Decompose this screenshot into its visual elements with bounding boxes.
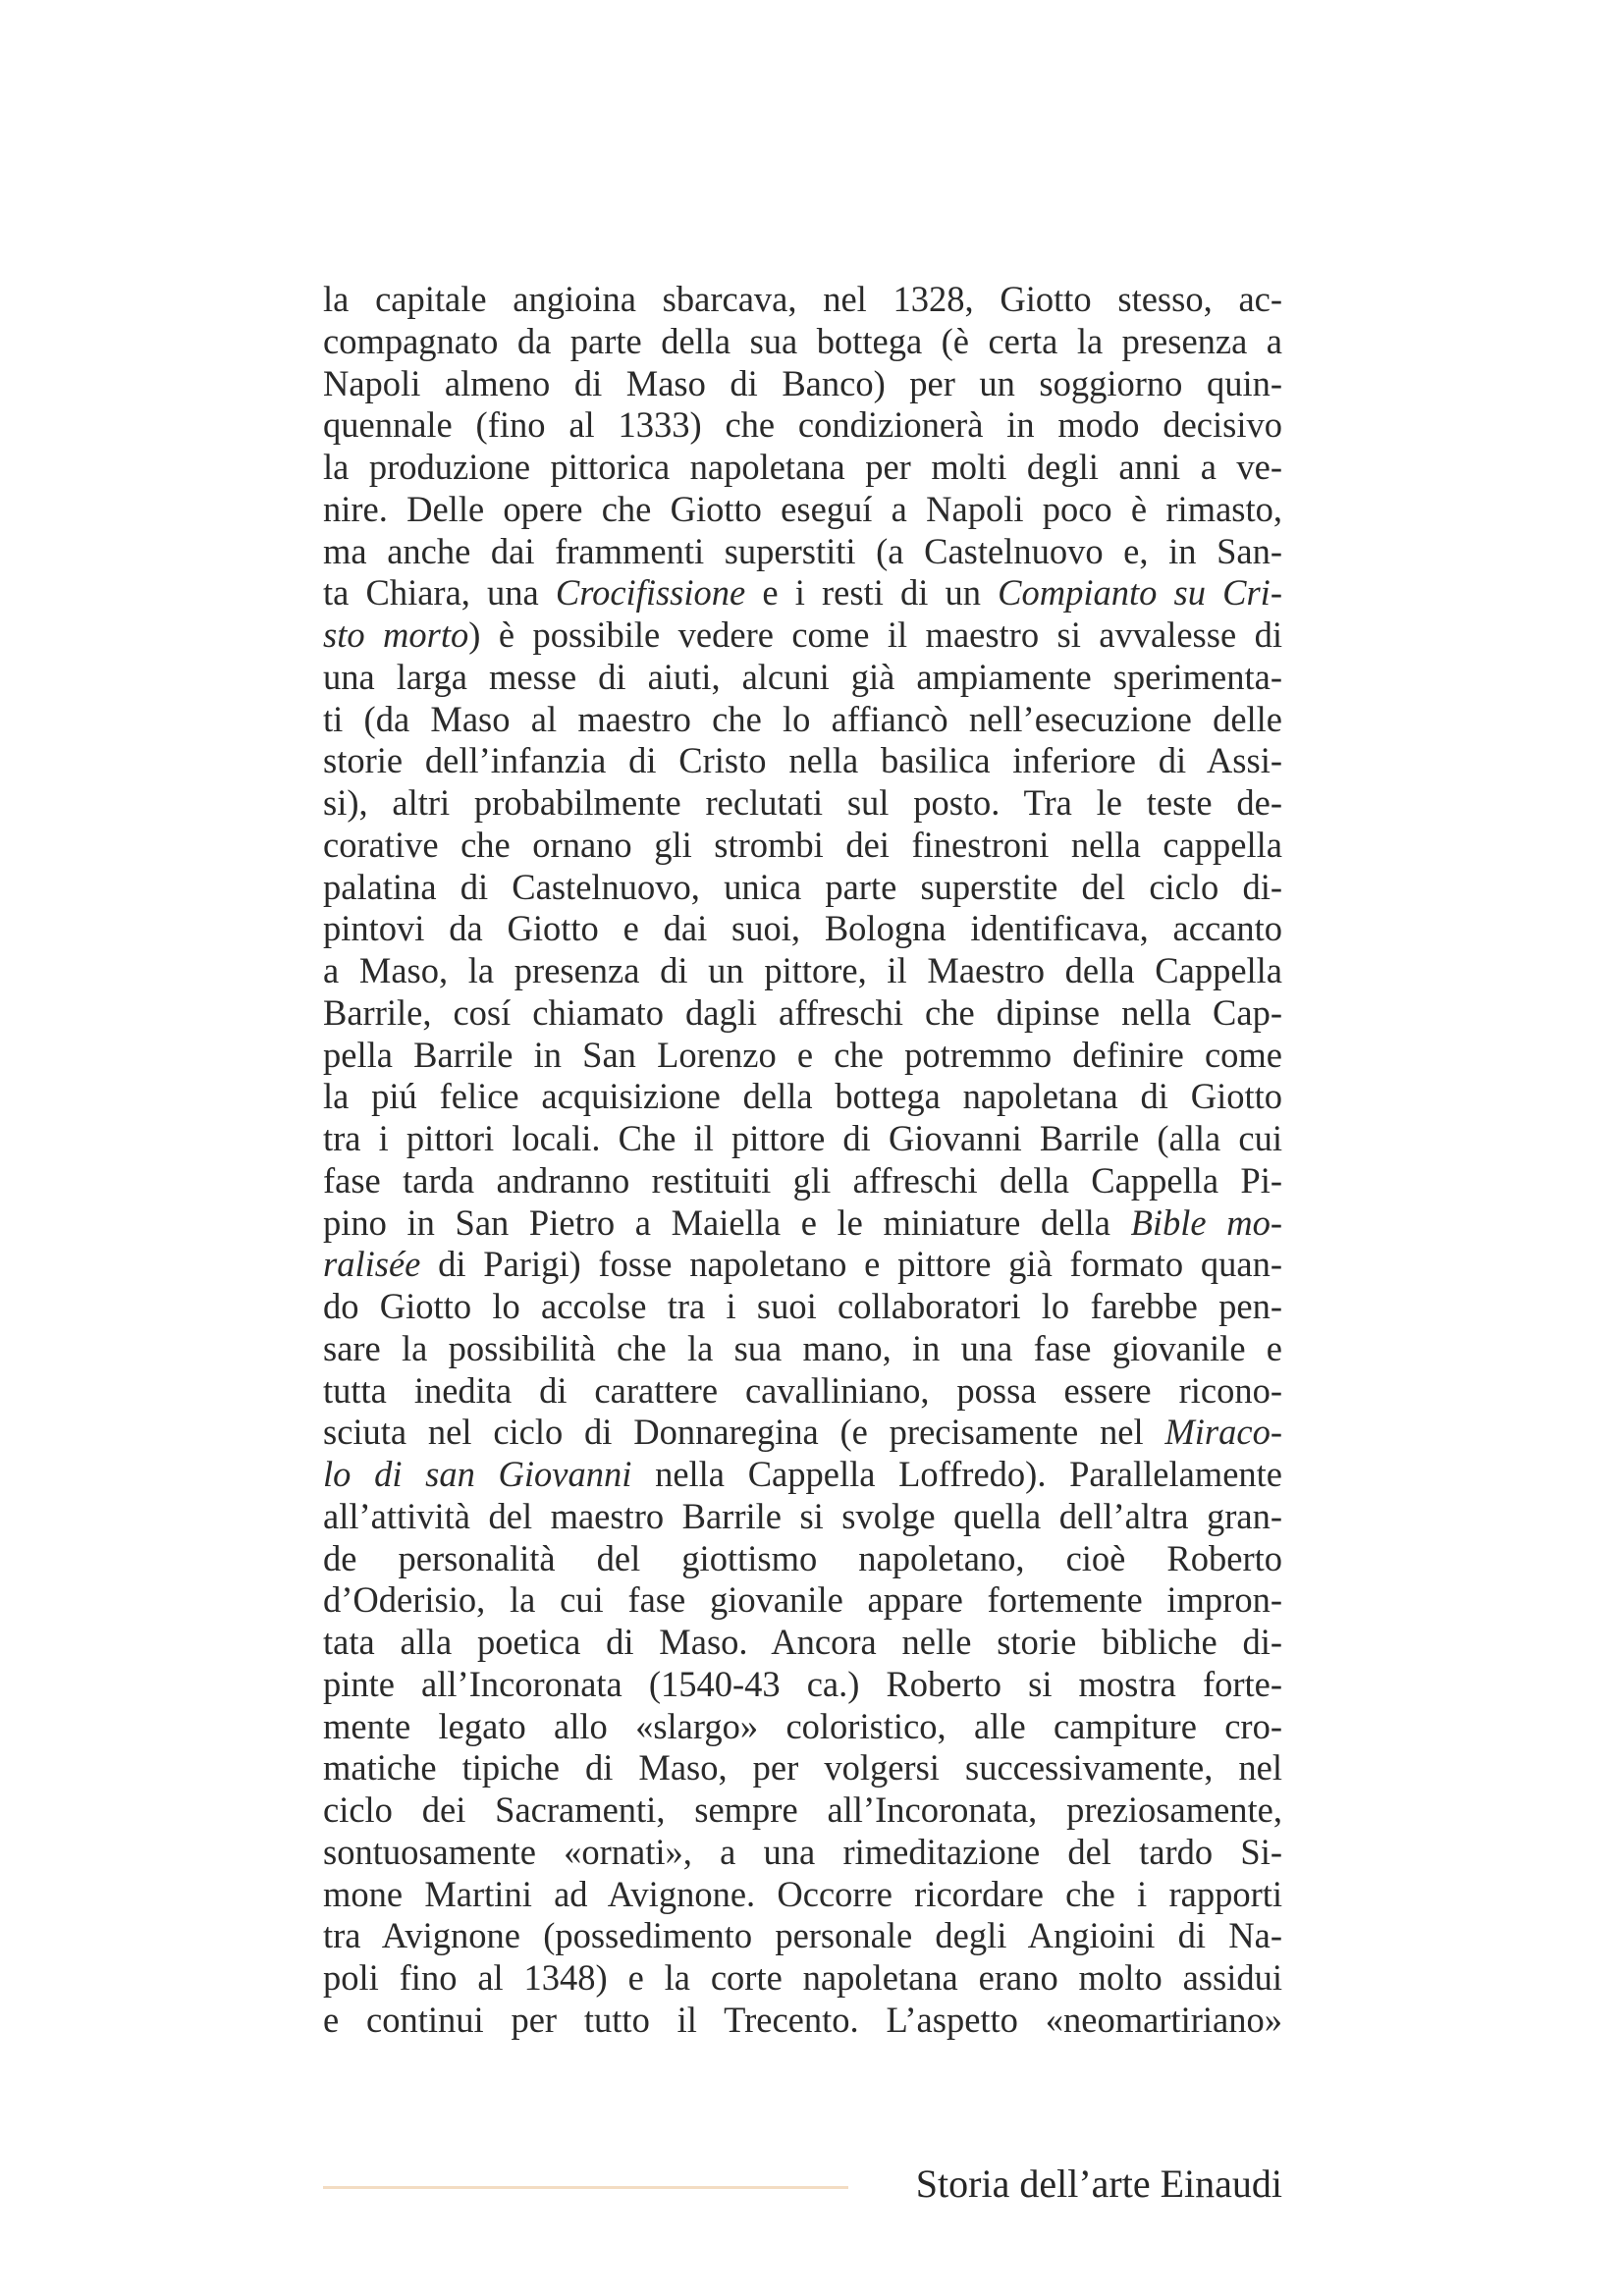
text-line: a Maso, la presenza di un pittore, il Maestro della Cappella: [323, 950, 1282, 990]
italic-title: sto morto: [323, 614, 469, 655]
italic-title: Bible mo-: [1130, 1201, 1282, 1243]
text-segment: e i resti di un: [745, 572, 999, 614]
text-line: nire. Delle opere che Giotto eseguí a Napoli poco è rimasto,: [323, 488, 1282, 529]
text-line: compagnato da parte della sua bottega (è certa la presenza a: [323, 320, 1282, 361]
italic-title: Crocifissione: [555, 572, 746, 614]
text-line: pella Barrile in San Lorenzo e che potremmo definire come: [323, 1034, 1282, 1075]
text-line: [323, 1412, 1282, 1454]
text-segment: ta Chiara, una: [323, 572, 556, 614]
text-line: la piú felice acquisizione della bottega napoletana di Giotto: [323, 1076, 1282, 1117]
text-line: fase tarda andranno restituiti gli affreschi della Cappella Pi-: [323, 1159, 1282, 1201]
text-line: ma anche dai frammenti superstiti (a Castelnuovo e, in San-: [323, 530, 1282, 571]
text-line: tra i pittori locali. Che il pittore di Giovanni Barrile (alla cui: [323, 1118, 1282, 1158]
text-line: [323, 572, 1282, 614]
text-line: una larga messe di aiuti, alcuni già ampiamente sperimenta-: [323, 656, 1282, 697]
italic-title: Compianto su Cri-: [998, 572, 1282, 614]
text-line: [323, 614, 1282, 657]
text-line: [323, 1454, 1282, 1496]
text-line: mente legato allo «slargo» coloristico, alle campiture cro-: [323, 1705, 1282, 1746]
footer-title: Storia dell’arte Einaudi: [915, 2162, 1282, 2206]
text-line: poli fino al 1348) e la corte napoletana erano molto assidui: [323, 1957, 1282, 1998]
text-line: ciclo dei Sacramenti, sempre all’Incoronata, preziosamente,: [323, 1789, 1282, 1830]
text-line: [323, 1202, 1282, 1245]
text-segment: di Parigi) fosse napoletano e pittore già formato quan-: [420, 1244, 1282, 1285]
text-line: mone Martini ad Avignone. Occorre ricordare che i rapporti: [323, 1873, 1282, 1914]
text-line: sare la possibilità che la sua mano, in una fase giovanile e: [323, 1327, 1282, 1368]
text-segment: pino in San Pietro a Maiella e le miniature della: [323, 1201, 1131, 1243]
text-line: la produzione pittorica napoletana per molti degli anni a ve-: [323, 447, 1282, 487]
text-line: si), altri probabilmente reclutati sul posto. Tra le teste de-: [323, 782, 1282, 823]
footer-rule: [323, 2186, 848, 2189]
body-text: [323, 279, 1282, 2042]
text-line: tutta inedita di carattere cavalliniano, possa essere ricono-: [323, 1369, 1282, 1411]
text-line: Barrile, cosí chiamato dagli affreschi che dipinse nella Cap-: [323, 991, 1282, 1033]
text-line: [323, 1244, 1282, 1286]
text-line: tra Avignone (possedimento personale degli Angioini di Na-: [323, 1915, 1282, 1956]
text-segment: nella Cappella Loffredo). Parallelamente: [631, 1454, 1282, 1494]
text-segment: ) è possibile vedere come il maestro si avvalesse di: [468, 614, 1282, 655]
text-line: Napoli almeno di Maso di Banco) per un soggiorno quin-: [323, 362, 1282, 403]
text-line: de personalità del giottismo napoletano, cioè Roberto: [323, 1537, 1282, 1578]
text-segment: sciuta nel ciclo di Donnaregina (e precisamente nel: [323, 1412, 1165, 1453]
text-line: quennale (fino al 1333) che condizionerà in modo decisivo: [323, 404, 1282, 446]
italic-title: Miraco-: [1164, 1412, 1282, 1453]
text-line: pintovi da Giotto e dai suoi, Bologna identificava, accanto: [323, 908, 1282, 949]
text-line: corative che ornano gli strombi dei finestroni nella cappella: [323, 824, 1282, 865]
text-line: storie dell’infanzia di Cristo nella basilica inferiore di Assi-: [323, 740, 1282, 781]
text-line: sontuosamente «ornati», a una rimeditazione del tardo Si-: [323, 1831, 1282, 1872]
italic-title: lo di san Giovanni: [323, 1454, 632, 1494]
text-line: e continui per tutto il Trecento. L’aspetto «neomartiriano»: [323, 1999, 1282, 2040]
text-line: d’Oderisio, la cui fase giovanile appare fortemente impron-: [323, 1579, 1282, 1621]
text-line: tata alla poetica di Maso. Ancora nelle storie bibliche di-: [323, 1622, 1282, 1662]
text-line: palatina di Castelnuovo, unica parte superstite del ciclo di-: [323, 866, 1282, 907]
text-line: la capitale angioina sbarcava, nel 1328, Giotto stesso, ac-: [323, 279, 1282, 319]
text-line: do Giotto lo accolse tra i suoi collaboratori lo farebbe pen-: [323, 1286, 1282, 1326]
text-line: matiche tipiche di Maso, per volgersi successivamente, nel: [323, 1747, 1282, 1789]
text-line: pinte all’Incoronata (1540-43 ca.) Roberto si mostra forte-: [323, 1663, 1282, 1704]
italic-title: ralisée: [323, 1244, 421, 1285]
text-line: ti (da Maso al maestro che lo affiancò nell’esecuzione delle: [323, 698, 1282, 739]
text-line: all’attività del maestro Barrile si svolge quella dell’altra gran-: [323, 1495, 1282, 1536]
